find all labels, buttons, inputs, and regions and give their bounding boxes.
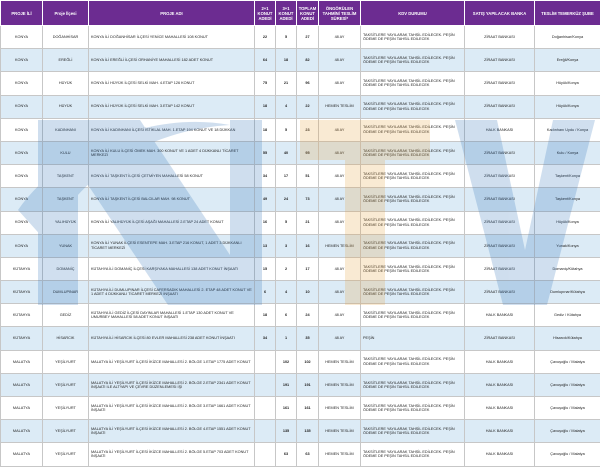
header-proje-ilcesi: Proje İlçesi — [43, 1, 89, 26]
cell-teslim-sube: Taşkent/Konya — [535, 165, 600, 188]
table-row — [1, 304, 600, 327]
cell-teslim-sube: Çavuşoğlu / Malatya — [535, 350, 600, 373]
table-body — [1, 26, 600, 467]
cell-3plus1: 6 — [276, 304, 297, 327]
cell-teslim-suresi: HEMEN TESLİM — [319, 397, 361, 420]
cell-kdv-durumu: TAKSİTLERE YAYILARAK TAHSİL EDİLECEK. PEŞİN ÖDEME DE PEŞİN TAHSİL EDİLECEK — [361, 281, 465, 304]
cell-3plus1: 135 — [276, 420, 297, 443]
cell-banka: ZİRAAT BANKASI — [465, 49, 535, 72]
cell-proje-ili: KONYA — [1, 211, 43, 234]
cell-3plus1: 161 — [276, 397, 297, 420]
header-proje-adi: PROJE ADI — [89, 1, 255, 26]
header-proje-ili: PROJE İLİ — [1, 1, 43, 26]
cell-banka: HALK BANKASI — [465, 397, 535, 420]
cell-2plus1: 55 — [255, 141, 276, 164]
cell-proje-ilcesi: GEDİZ — [43, 304, 89, 327]
cell-teslim-sube: Çavuşoğlu / Malatya — [535, 397, 600, 420]
cell-2plus1 — [255, 420, 276, 443]
cell-toplam: 161 — [297, 397, 319, 420]
cell-kdv-durumu: PEŞİN — [361, 327, 465, 350]
cell-proje-adi: KONYA İLİ HÜYÜK İLÇESİ SELKİ MAH. 4.ETAP 126 KONUT — [89, 72, 255, 95]
cell-3plus1: 102 — [276, 350, 297, 373]
table-row — [1, 165, 600, 188]
cell-teslim-suresi: 48 AY — [319, 304, 361, 327]
table-row — [1, 26, 600, 49]
cell-kdv-durumu: TAKSİTLERE YAYILARAK TAHSİL EDİLECEK. PEŞİN ÖDEME DE PEŞİN TAHSİL EDİLECEK — [361, 49, 465, 72]
table-row — [1, 118, 600, 141]
cell-proje-ili: MALATYA — [1, 397, 43, 420]
cell-toplam: 95 — [297, 141, 319, 164]
cell-proje-adi: KÜTAHYA İLİ GEDİZ İLÇESİ DAYINLAR MAHALLESİ 1.ETAP 130 ADET KONUT VE UMURBEY MAHALLESİ 58 ADET KONUT İNŞAATI — [89, 304, 255, 327]
cell-teslim-sube: Ereğli/Konya — [535, 49, 600, 72]
cell-3plus1: 5 — [276, 26, 297, 49]
cell-proje-ilcesi: DOMANİÇ — [43, 257, 89, 280]
cell-proje-ilcesi: DOĞANHİSAR — [43, 26, 89, 49]
cell-banka: ZİRAAT BANKASI — [465, 141, 535, 164]
table-row — [1, 257, 600, 280]
cell-toplam: 27 — [297, 26, 319, 49]
table-row — [1, 95, 600, 118]
cell-kdv-durumu: TAKSİTLERE YAYILARAK TAHSİL EDİLECEK. PEŞİN ÖDEME DE PEŞİN TAHSİL EDİLECEK — [361, 350, 465, 373]
table-row — [1, 49, 600, 72]
cell-toplam: 102 — [297, 350, 319, 373]
cell-teslim-suresi: 48 AY — [319, 188, 361, 211]
cell-proje-adi: MALATYA İLİ YEŞİLYURT İLÇESİ İKİZCE MAHALLESİ 2. BÖLGE 2.ETAP 2341 ADET KONUT İNŞAATI İLE ALTYAPI VE ÇEVRE DÜZENLEMESİ İŞİ — [89, 373, 255, 396]
cell-proje-ili: MALATYA — [1, 373, 43, 396]
cell-kdv-durumu: TAKSİTLERE YAYILARAK TAHSİL EDİLECEK. PEŞİN ÖDEME DE PEŞİN TAHSİL EDİLECEK — [361, 141, 465, 164]
cell-toplam: 24 — [297, 304, 319, 327]
cell-proje-ili: KONYA — [1, 188, 43, 211]
header-3plus1-konut-adedi: 3+1 KONUT ADEDİ — [276, 1, 297, 26]
cell-proje-adi: KONYA İLİ KADINHANI İLÇESİ İSTİKLAL MAH. 1.ETAP 194 KONUT VE 18 DÜKKAN — [89, 118, 255, 141]
cell-banka: HALK BANKASI — [465, 350, 535, 373]
cell-kdv-durumu: TAKSİTLERE YAYILARAK TAHSİL EDİLECEK. PEŞİN ÖDEME DE PEŞİN TAHSİL EDİLECEK — [361, 443, 465, 466]
cell-proje-ilcesi: TAŞKENT — [43, 188, 89, 211]
table-row — [1, 350, 600, 373]
cell-proje-ili: KONYA — [1, 95, 43, 118]
cell-kdv-durumu: TAKSİTLERE YAYILARAK TAHSİL EDİLECEK. PEŞİN ÖDEME DE PEŞİN TAHSİL EDİLECEK — [361, 420, 465, 443]
cell-proje-ilcesi: KULU — [43, 141, 89, 164]
cell-2plus1: 18 — [255, 95, 276, 118]
cell-proje-adi: KÜTAHYA İLİ HİSARCIK İLÇESİ 80 EVLER MAHALLESİ 238 ADET KONUT İNŞAATI — [89, 327, 255, 350]
cell-2plus1: 75 — [255, 72, 276, 95]
cell-2plus1: 18 — [255, 304, 276, 327]
cell-teslim-suresi: 48 AY — [319, 281, 361, 304]
cell-proje-ilcesi: TAŞKENT — [43, 165, 89, 188]
cell-teslim-suresi: 48 AY — [319, 49, 361, 72]
cell-teslim-sube: Kadınhanı Uydu / Konya — [535, 118, 600, 141]
cell-teslim-suresi: HEMEN TESLİM — [319, 234, 361, 257]
cell-kdv-durumu: TAKSİTLERE YAYILARAK TAHSİL EDİLECEK. PEŞİN ÖDEME DE PEŞİN TAHSİL EDİLECEK — [361, 95, 465, 118]
cell-kdv-durumu: TAKSİTLERE YAYILARAK TAHSİL EDİLECEK. PEŞİN ÖDEME DE PEŞİN TAHSİL EDİLECEK — [361, 373, 465, 396]
cell-toplam: 22 — [297, 95, 319, 118]
cell-proje-adi: KONYA İLİ HÜYÜK İLÇESİ SELKİ MAH. 3.ETAP 142 KONUT — [89, 95, 255, 118]
cell-2plus1: 34 — [255, 327, 276, 350]
cell-banka: ZİRAAT BANKASI — [465, 327, 535, 350]
cell-3plus1: 4 — [276, 281, 297, 304]
header-2plus1-konut-adedi: 2+1 KONUT ADEDİ — [255, 1, 276, 26]
table-row — [1, 443, 600, 466]
cell-proje-ilcesi: DUMLUPINAR — [43, 281, 89, 304]
cell-toplam: 10 — [297, 281, 319, 304]
cell-2plus1: 34 — [255, 165, 276, 188]
cell-toplam: 63 — [297, 443, 319, 466]
cell-banka: ZİRAAT BANKASI — [465, 26, 535, 49]
cell-toplam: 96 — [297, 72, 319, 95]
cell-teslim-suresi: 48 AY — [319, 26, 361, 49]
cell-toplam: 23 — [297, 118, 319, 141]
cell-3plus1: 3 — [276, 234, 297, 257]
cell-2plus1: 22 — [255, 26, 276, 49]
cell-banka: HALK BANKASI — [465, 373, 535, 396]
cell-3plus1: 18 — [276, 49, 297, 72]
cell-teslim-sube: Hisarcık/Kütahya — [535, 327, 600, 350]
cell-proje-adi: KONYA İLİ YALIHÜYÜK İLÇESİ AŞAĞI MAHALLESİ 2.ETAP 24 ADET KONUT — [89, 211, 255, 234]
cell-kdv-durumu: TAKSİTLERE YAYILARAK TAHSİL EDİLECEK. PEŞİN ÖDEME DE PEŞİN TAHSİL EDİLECEK — [361, 165, 465, 188]
cell-proje-ilcesi: YALIHÜYÜK — [43, 211, 89, 234]
cell-proje-adi: MALATYA İLİ YEŞİLYURT İLÇESİ İKİZCE MAHALLESİ 2. BÖLGE 1.ETAP 1775 ADET KONUT — [89, 350, 255, 373]
cell-2plus1 — [255, 443, 276, 466]
cell-2plus1 — [255, 350, 276, 373]
cell-proje-ili: MALATYA — [1, 350, 43, 373]
cell-3plus1: 40 — [276, 141, 297, 164]
cell-teslim-suresi: 48 AY — [319, 211, 361, 234]
cell-banka: HALK BANKASI — [465, 304, 535, 327]
table-row — [1, 397, 600, 420]
table-row — [1, 211, 600, 234]
table-row — [1, 373, 600, 396]
cell-proje-ili: KÜTAHYA — [1, 304, 43, 327]
cell-proje-ili: KONYA — [1, 165, 43, 188]
cell-proje-adi: KONYA İLİ YUNAK İLÇESİ ESENTEPE MAH. 3.ETAP 216 KONUT, 1 ADET 3 DÜKKANLI TİCARET MERKEZİ — [89, 234, 255, 257]
cell-teslim-suresi: HEMEN TESLİM — [319, 420, 361, 443]
cell-proje-ilcesi: YEŞİLYURT — [43, 350, 89, 373]
cell-3plus1: 63 — [276, 443, 297, 466]
cell-teslim-sube: Doğanhisar/Konya — [535, 26, 600, 49]
table-row — [1, 234, 600, 257]
cell-banka: HALK BANKASI — [465, 420, 535, 443]
cell-kdv-durumu: TAKSİTLERE YAYILARAK TAHSİL EDİLECEK. PEŞİN ÖDEME DE PEŞİN TAHSİL EDİLECEK — [361, 188, 465, 211]
cell-3plus1: 1 — [276, 327, 297, 350]
header-satis-banka: SATIŞ YAPILACAK BANKA — [465, 1, 535, 26]
cell-teslim-suresi: HEMEN TESLİM — [319, 350, 361, 373]
cell-toplam: 21 — [297, 211, 319, 234]
cell-kdv-durumu: TAKSİTLERE YAYILARAK TAHSİL EDİLECEK. PEŞİN ÖDEME DE PEŞİN TAHSİL EDİLECEK — [361, 397, 465, 420]
cell-proje-ili: MALATYA — [1, 420, 43, 443]
cell-proje-adi: KÜTAHYA İLİ DUMLUPINAR İLÇESİ CAFERSADIK MAHALLESİ 2. ETAP 48 ADET KONUT VE 1 ADET 4 DÜKKANLI TİCARET MERKEZİ İNŞAATI — [89, 281, 255, 304]
cell-toplam: 17 — [297, 257, 319, 280]
cell-2plus1: 64 — [255, 49, 276, 72]
cell-proje-ilcesi: HİSARCIK — [43, 327, 89, 350]
header-teslim-suresi: ÖNGÖRÜLEN TAHMİNİ TESLİM SÜRESİ* — [319, 1, 361, 26]
cell-teslim-sube: Dumlupınar/Kütahya — [535, 281, 600, 304]
cell-proje-ili: KÜTAHYA — [1, 281, 43, 304]
cell-teslim-sube: Domaniç/Kütahya — [535, 257, 600, 280]
cell-kdv-durumu: TAKSİTLERE YAYILARAK TAHSİL EDİLECEK. PEŞİN ÖDEME DE PEŞİN TAHSİL EDİLECEK — [361, 118, 465, 141]
cell-teslim-sube: Çavuşoğlu / Malatya — [535, 443, 600, 466]
cell-3plus1: 17 — [276, 165, 297, 188]
cell-proje-ili: KONYA — [1, 141, 43, 164]
cell-banka: ZİRAAT BANKASI — [465, 211, 535, 234]
table-row — [1, 141, 600, 164]
cell-banka: HALK BANKASI — [465, 443, 535, 466]
cell-teslim-sube: Çavuşoğlu / Malatya — [535, 373, 600, 396]
cell-proje-ili: KONYA — [1, 72, 43, 95]
cell-3plus1: 2 — [276, 257, 297, 280]
cell-proje-ili: KONYA — [1, 234, 43, 257]
cell-banka: ZİRAAT BANKASI — [465, 281, 535, 304]
cell-2plus1: 15 — [255, 257, 276, 280]
cell-teslim-suresi: 48 AY — [319, 141, 361, 164]
cell-proje-adi: MALATYA İLİ YEŞİLYURT İLÇESİ İKİZCE MAHALLESİ 2. BÖLGE 5.ETAP 703 ADET KONUT İNŞAATI — [89, 443, 255, 466]
table-row — [1, 327, 600, 350]
cell-2plus1: 13 — [255, 234, 276, 257]
cell-banka: ZİRAAT BANKASI — [465, 234, 535, 257]
cell-kdv-durumu: TAKSİTLERE YAYILARAK TAHSİL EDİLECEK. PEŞİN ÖDEME DE PEŞİN TAHSİL EDİLECEK — [361, 257, 465, 280]
cell-toplam: 51 — [297, 165, 319, 188]
cell-3plus1: 4 — [276, 95, 297, 118]
cell-proje-adi: KONYA İLİ TAŞKENT İLÇESİ ÇETMİYEN MAHALLESİ 58 KONUT — [89, 165, 255, 188]
cell-proje-ilcesi: YEŞİLYURT — [43, 420, 89, 443]
cell-proje-ilcesi: HÜYÜK — [43, 72, 89, 95]
cell-toplam: 16 — [297, 234, 319, 257]
cell-teslim-suresi: 48 AY — [319, 118, 361, 141]
cell-proje-adi: KONYA İLİ DOĞANHİSAR İLÇESİ YENİCE MAHALLESİ 108 KONUT — [89, 26, 255, 49]
cell-2plus1: 6 — [255, 281, 276, 304]
cell-proje-ili: KONYA — [1, 49, 43, 72]
cell-proje-ilcesi: YEŞİLYURT — [43, 397, 89, 420]
cell-teslim-sube: Hüyük/Konya — [535, 72, 600, 95]
cell-3plus1: 5 — [276, 118, 297, 141]
table-row — [1, 281, 600, 304]
cell-3plus1: 24 — [276, 188, 297, 211]
header-kdv-durumu: KDV DURUMU — [361, 1, 465, 26]
cell-banka: ZİRAAT BANKASI — [465, 72, 535, 95]
header-row — [1, 1, 600, 26]
header-teslim-sube: TESLİM TEMERKÜZ ŞUBE — [535, 1, 600, 26]
cell-kdv-durumu: TAKSİTLERE YAYILARAK TAHSİL EDİLECEK. PEŞİN ÖDEME DE PEŞİN TAHSİL EDİLECEK — [361, 26, 465, 49]
cell-2plus1 — [255, 373, 276, 396]
cell-banka: ZİRAAT BANKASI — [465, 165, 535, 188]
table-row — [1, 420, 600, 443]
cell-teslim-sube: Hüyük/Konya — [535, 211, 600, 234]
cell-proje-adi: MALATYA İLİ YEŞİLYURT İLÇESİ İKİZCE MAHALLESİ 2. BÖLGE 3.ETAP 1661 ADET KONUT İNŞAATI — [89, 397, 255, 420]
cell-proje-ili: KÜTAHYA — [1, 257, 43, 280]
cell-toplam: 135 — [297, 420, 319, 443]
cell-proje-ili: KÜTAHYA — [1, 327, 43, 350]
cell-3plus1: 191 — [276, 373, 297, 396]
cell-toplam: 82 — [297, 49, 319, 72]
table-row — [1, 72, 600, 95]
cell-proje-ili: MALATYA — [1, 443, 43, 466]
cell-proje-ilcesi: EREĞLİ — [43, 49, 89, 72]
cell-2plus1 — [255, 397, 276, 420]
cell-kdv-durumu: TAKSİTLERE YAYILARAK TAHSİL EDİLECEK. PEŞİN ÖDEME DE PEŞİN TAHSİL EDİLECEK — [361, 211, 465, 234]
cell-toplam: 191 — [297, 373, 319, 396]
header-toplam-konut-adedi: TOPLAM KONUT ADEDİ — [297, 1, 319, 26]
cell-teslim-suresi: 48 AY — [319, 327, 361, 350]
cell-proje-ilcesi: YEŞİLYURT — [43, 443, 89, 466]
cell-teslim-suresi: HEMEN TESLİM — [319, 373, 361, 396]
cell-teslim-sube: Taşkent/Konya — [535, 188, 600, 211]
table-row — [1, 188, 600, 211]
cell-toplam: 35 — [297, 327, 319, 350]
cell-teslim-sube: Hüyük/Konya — [535, 95, 600, 118]
cell-proje-ilcesi: YEŞİLYURT — [43, 373, 89, 396]
cell-proje-adi: KONYA İLİ KULU İLÇESİ ÖMEK MAH. 300 KONUT VE 1 ADET 4 DÜKKANLI TİCARET MERKEZİ — [89, 141, 255, 164]
cell-proje-ili: KONYA — [1, 26, 43, 49]
cell-proje-ilcesi: YUNAK — [43, 234, 89, 257]
cell-proje-ilcesi: KADINHANI — [43, 118, 89, 141]
cell-banka: ZİRAAT BANKASI — [465, 257, 535, 280]
cell-proje-adi: KONYA İLİ EREĞLİ İLÇESİ ORHANİYE MAHALLESİ 182 ADET KONUT — [89, 49, 255, 72]
cell-3plus1: 21 — [276, 72, 297, 95]
cell-proje-adi: KÜTAHYA İLİ DOMANİÇ İLÇESİ KARŞIYAKA MAHALLESİ 138 ADET KONUT İNŞAATI — [89, 257, 255, 280]
cell-proje-adi: MALATYA İLİ YEŞİLYURT İLÇESİ İKİZCE MAHALLESİ 2. BÖLGE 4.ETAP 1551 ADET KONUT İNŞAATI — [89, 420, 255, 443]
cell-banka: ZİRAAT BANKASI — [465, 95, 535, 118]
cell-teslim-suresi: 48 AY — [319, 165, 361, 188]
cell-teslim-suresi: 48 AY — [319, 72, 361, 95]
cell-proje-ilcesi: HÜYÜK — [43, 95, 89, 118]
cell-2plus1: 49 — [255, 188, 276, 211]
cell-teslim-sube: Çavuşoğlu / Malatya — [535, 420, 600, 443]
cell-banka: HALK BANKASI — [465, 118, 535, 141]
cell-kdv-durumu: TAKSİTLERE YAYILARAK TAHSİL EDİLECEK. PEŞİN ÖDEME DE PEŞİN TAHSİL EDİLECEK — [361, 72, 465, 95]
cell-toplam: 73 — [297, 188, 319, 211]
cell-teslim-suresi: HEMEN TESLİM — [319, 95, 361, 118]
cell-2plus1: 16 — [255, 211, 276, 234]
cell-kdv-durumu: TAKSİTLERE YAYILARAK TAHSİL EDİLECEK. PEŞİN ÖDEME DE PEŞİN TAHSİL EDİLECEK — [361, 304, 465, 327]
cell-teslim-sube: Gediz / Kütahya — [535, 304, 600, 327]
cell-teslim-suresi: 48 AY — [319, 257, 361, 280]
cell-teslim-sube: Kulu / Konya — [535, 141, 600, 164]
cell-proje-adi: KONYA İLİ TAŞKENT İLÇESİ BALCILAR MAH. 98 KONUT — [89, 188, 255, 211]
cell-2plus1: 18 — [255, 118, 276, 141]
cell-teslim-sube: Yunak/Konya — [535, 234, 600, 257]
cell-banka: ZİRAAT BANKASI — [465, 188, 535, 211]
cell-teslim-suresi: HEMEN TESLİM — [319, 443, 361, 466]
cell-proje-ili: KONYA — [1, 118, 43, 141]
cell-3plus1: 5 — [276, 211, 297, 234]
cell-kdv-durumu: TAKSİTLERE YAYILARAK TAHSİL EDİLECEK. PEŞİN ÖDEME DE PEŞİN TAHSİL EDİLECEK — [361, 234, 465, 257]
